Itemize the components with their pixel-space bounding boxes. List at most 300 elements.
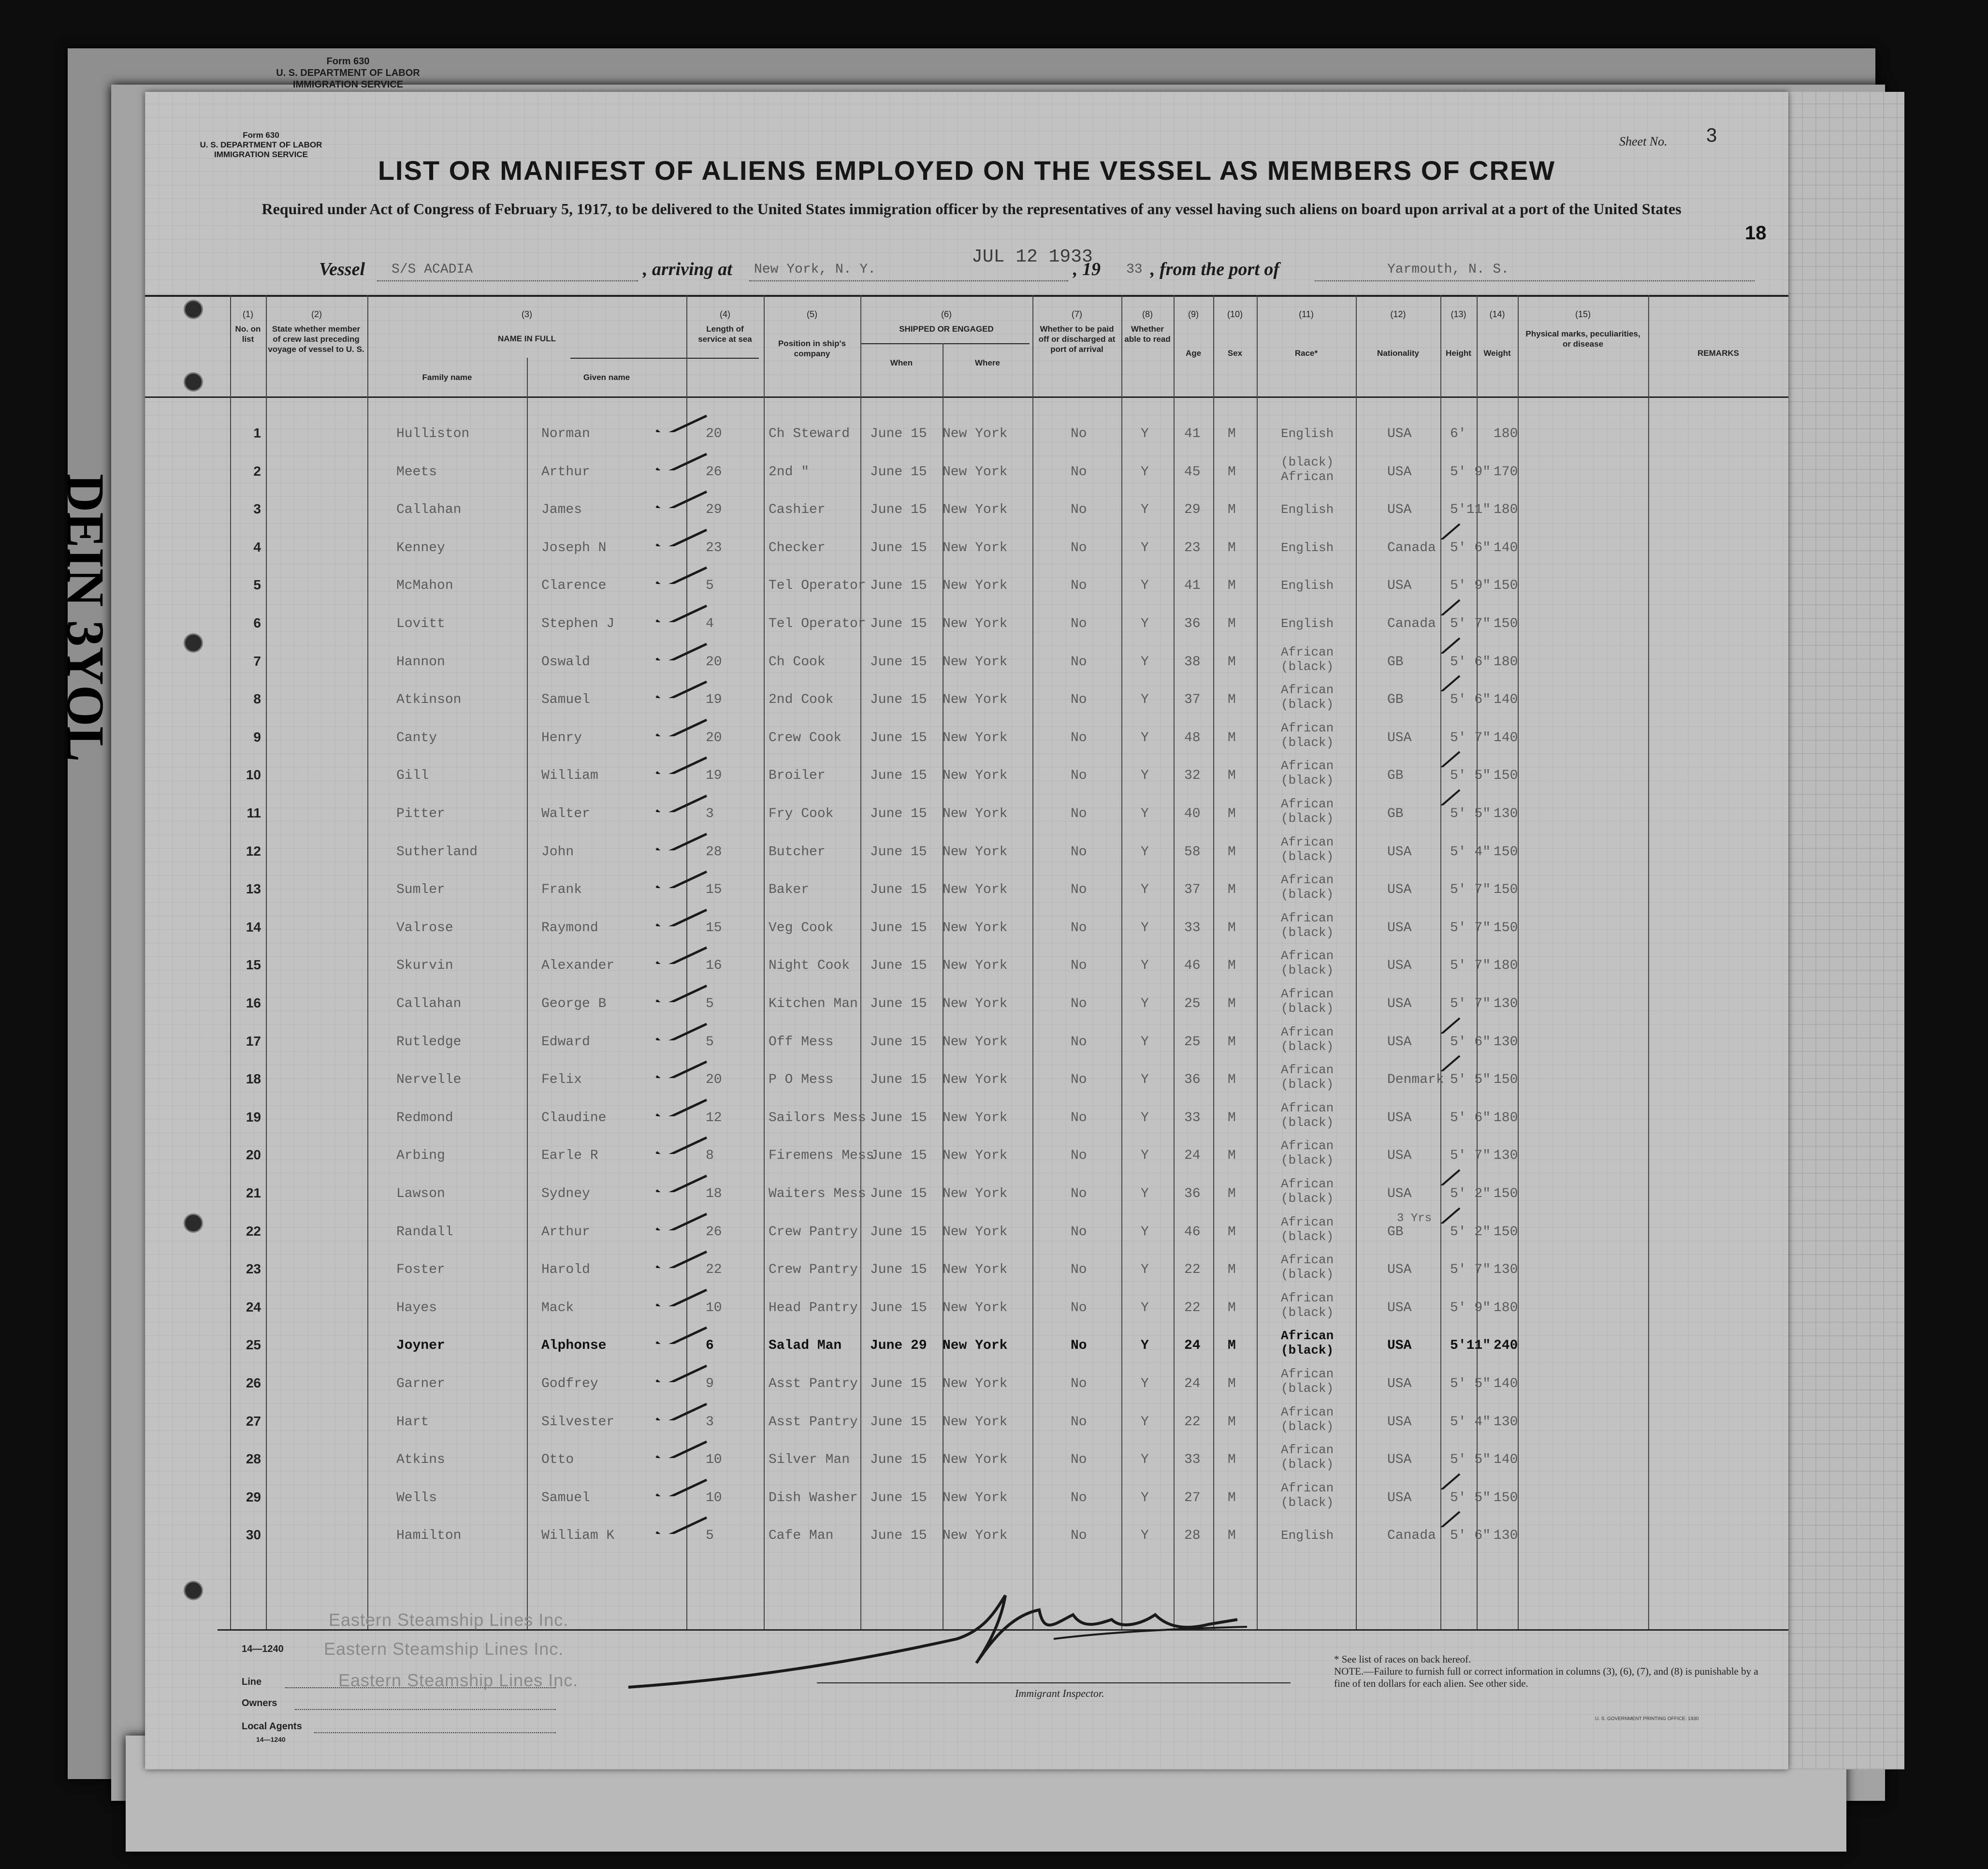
- cell-height: 5' 6": [1450, 1034, 1491, 1050]
- race-line: (black): [1281, 1457, 1334, 1472]
- top-service-name: IMMIGRATION SERVICE: [292, 79, 404, 90]
- cell-sex: M: [1228, 1452, 1236, 1468]
- cell-paid: No: [1071, 1528, 1087, 1544]
- cell-family: Hart: [396, 1414, 429, 1430]
- inspector-rule: [817, 1682, 1291, 1683]
- page-subtitle: Required under Act of Congress of February 5, 1917, to be delivered to the United States immigration officer by the representatives of any vessel having such aliens on board upon arrival at a port of the United States: [261, 200, 1682, 218]
- cell-read: Y: [1141, 1490, 1149, 1505]
- col-head-sex: Sex: [1227, 349, 1243, 358]
- cell-paid: No: [1071, 1034, 1087, 1050]
- cell-service: 26: [706, 1224, 722, 1240]
- race-line: African: [1281, 1214, 1334, 1229]
- cell-where: New York: [943, 1110, 1008, 1125]
- cell-race: [1281, 683, 1334, 712]
- cell-when: June 15: [870, 1186, 927, 1201]
- cell-paid: No: [1071, 1300, 1087, 1315]
- col-num-11: (11): [1299, 309, 1314, 319]
- row-number: 3: [253, 501, 261, 517]
- top-sheet-form-header: [261, 56, 435, 90]
- tally-check-mark: [653, 1059, 711, 1078]
- cell-given: James: [541, 502, 582, 518]
- race-line: African: [1281, 797, 1334, 811]
- table-row: [145, 796, 1788, 833]
- cell-read: Y: [1141, 768, 1149, 784]
- race-line: African: [1281, 1480, 1334, 1495]
- cell-weight: 150: [1494, 1186, 1518, 1201]
- race-line: African: [1281, 1139, 1334, 1154]
- tally-check-mark: [653, 451, 711, 470]
- col-num-13: (13): [1451, 309, 1466, 319]
- row-number: 2: [253, 463, 261, 479]
- cell-position: Salad Man: [769, 1338, 842, 1354]
- tally-check-mark: [653, 1097, 711, 1116]
- line-company-stamp: Eastern Steamship Lines Inc.: [329, 1610, 569, 1630]
- cell-age: 28: [1184, 1528, 1201, 1544]
- cell-read: Y: [1141, 692, 1149, 708]
- cell-nat: GB: [1387, 768, 1404, 784]
- nationality-check-mark: [1421, 596, 1479, 615]
- cell-when: June 15: [870, 844, 927, 860]
- col-num-15: (15): [1575, 309, 1591, 319]
- cell-sex: M: [1228, 730, 1236, 745]
- tally-check-mark: [653, 869, 711, 888]
- cell-height: 5' 6": [1450, 540, 1491, 555]
- cell-family: Pitter: [396, 806, 445, 821]
- table-top-rule: [145, 295, 1788, 297]
- cell-service: 15: [706, 882, 722, 898]
- dept-name: U. S. DEPARTMENT OF LABOR: [200, 140, 322, 149]
- race-line: African: [1281, 949, 1334, 964]
- cell-family: Skurvin: [396, 958, 453, 974]
- cell-paid: No: [1071, 1414, 1087, 1430]
- col-head-no: No. on list: [235, 324, 261, 344]
- cell-position: 2nd ": [769, 464, 810, 480]
- cell-read: Y: [1141, 426, 1149, 441]
- cell-position: Cashier: [769, 502, 826, 518]
- nationality-check-mark: [1421, 520, 1479, 540]
- cell-where: New York: [943, 616, 1008, 631]
- cell-age: 41: [1184, 578, 1201, 594]
- from-port: Yarmouth, N. S.: [1387, 262, 1509, 277]
- race-line: African: [1281, 1367, 1334, 1381]
- margin-stamp: DEIN 3YOL: [56, 474, 115, 762]
- row-number: 11: [247, 805, 261, 820]
- col-head-nationality: Nationality: [1377, 349, 1419, 358]
- cell-family: Hayes: [396, 1300, 437, 1315]
- cell-given: Arthur: [541, 1224, 590, 1240]
- cell-given: Arthur: [541, 464, 590, 480]
- cell-nat: USA: [1387, 1414, 1412, 1430]
- cell-given: Edward: [541, 1034, 590, 1050]
- cell-nat: USA: [1387, 426, 1412, 441]
- sheet-number-value: 3: [1706, 125, 1717, 146]
- cell-age: 37: [1184, 882, 1201, 898]
- cell-age: 40: [1184, 806, 1201, 821]
- cell-given: Alexander: [541, 958, 615, 974]
- cell-height: 5' 5": [1450, 1490, 1491, 1505]
- col-head-family: Family name: [422, 373, 472, 382]
- race-line: (black): [1281, 773, 1334, 788]
- table-row: [145, 644, 1788, 682]
- cell-when: June 15: [870, 1414, 927, 1430]
- table-row: [145, 948, 1788, 985]
- cell-sex: M: [1228, 654, 1236, 670]
- cell-weight: 180: [1494, 1300, 1518, 1315]
- date-stamp: JUL 12 1933: [972, 247, 1093, 267]
- row-number: 6: [253, 615, 261, 630]
- cell-family: Atkinson: [396, 692, 462, 708]
- row-number: 29: [246, 1489, 261, 1504]
- race-line: (black): [1281, 1267, 1334, 1282]
- cell-weight: 130: [1494, 1262, 1518, 1278]
- cell-height: 5' 5": [1450, 1452, 1491, 1468]
- race-line: (black): [1281, 925, 1334, 940]
- col-num-6: (6): [941, 309, 952, 319]
- cell-when: June 15: [870, 1490, 927, 1505]
- punch-hole: [184, 633, 203, 653]
- cell-given: William: [541, 768, 598, 784]
- race-line: English: [1281, 426, 1334, 441]
- cell-race: [1281, 987, 1334, 1016]
- cell-sex: M: [1228, 1338, 1236, 1354]
- race-line: English: [1281, 578, 1334, 593]
- col-head-given: Given name: [583, 373, 630, 382]
- cell-family: Kenney: [396, 540, 445, 555]
- cell-service: 4: [706, 616, 714, 631]
- row-number: 10: [246, 767, 261, 783]
- cell-nat: Denmark: [1387, 1072, 1444, 1088]
- race-line: African: [1281, 873, 1334, 888]
- cell-service: 16: [706, 958, 722, 974]
- cell-service: 18: [706, 1186, 722, 1201]
- cell-height: 5' 9": [1450, 578, 1491, 594]
- cell-height: 5' 7": [1450, 1262, 1491, 1278]
- col-num-3: (3): [522, 309, 532, 319]
- cell-sex: M: [1228, 1376, 1236, 1391]
- row-number: 9: [253, 729, 261, 745]
- cell-weight: 180: [1494, 426, 1518, 441]
- cell-when: June 15: [870, 1528, 927, 1544]
- cell-height: 5' 4": [1450, 1414, 1491, 1430]
- race-line: African: [1281, 1404, 1334, 1419]
- cell-height: 5' 7": [1450, 616, 1491, 631]
- cell-weight: 140: [1494, 692, 1518, 708]
- cell-sex: M: [1228, 1186, 1236, 1201]
- cell-height: 5' 7": [1450, 730, 1491, 745]
- cell-read: Y: [1141, 616, 1149, 631]
- cell-sex: M: [1228, 768, 1236, 784]
- cell-race: [1281, 1101, 1334, 1130]
- inspector-label: Immigrant Inspector.: [1015, 1687, 1104, 1699]
- tally-check-mark: [653, 603, 711, 622]
- cell-where: New York: [943, 996, 1008, 1011]
- cell-age: 24: [1184, 1148, 1201, 1164]
- cell-age: 32: [1184, 768, 1201, 784]
- cell-when: June 15: [870, 996, 927, 1011]
- sheet-number-label: Sheet No.: [1619, 134, 1668, 148]
- cell-read: Y: [1141, 920, 1149, 935]
- cell-position: Crew Cook: [769, 730, 842, 745]
- col-head-name: NAME IN FULL: [498, 334, 556, 343]
- race-line: (black): [1281, 1229, 1334, 1244]
- agents-dotline: [314, 1732, 556, 1733]
- cell-nat: USA: [1387, 1262, 1412, 1278]
- cell-where: New York: [943, 426, 1008, 441]
- cell-when: June 15: [870, 768, 927, 784]
- cell-age: 38: [1184, 654, 1201, 670]
- tally-check-mark: [653, 565, 711, 584]
- cell-where: New York: [943, 806, 1008, 821]
- agents-label: Local Agents: [242, 1721, 302, 1732]
- row-number: 24: [246, 1299, 261, 1314]
- row-number: 7: [253, 653, 261, 669]
- table-row: [145, 492, 1788, 529]
- form-number: Form 630: [243, 131, 279, 140]
- cell-service: 19: [706, 692, 722, 708]
- cell-when: June 15: [870, 464, 927, 480]
- tally-check-mark: [653, 1021, 711, 1040]
- cell-position: Checker: [769, 540, 826, 555]
- race-line: African: [1281, 1177, 1334, 1191]
- arriving-dotline: [749, 280, 1068, 281]
- cell-paid: No: [1071, 920, 1087, 935]
- cell-service: 22: [706, 1262, 722, 1278]
- cell-race: [1281, 1405, 1334, 1434]
- cell-height: 5' 6": [1450, 654, 1491, 670]
- col-head-paid-off: Whether to be paid off or discharged at port of arrival: [1038, 324, 1116, 354]
- cell-weight: 130: [1494, 806, 1518, 821]
- underlying-sheet-edge: [1788, 92, 1904, 1769]
- cell-when: June 15: [870, 578, 927, 594]
- cell-sex: M: [1228, 692, 1236, 708]
- cell-sex: M: [1228, 1300, 1236, 1315]
- cell-sex: M: [1228, 920, 1236, 935]
- race-line: (black): [1281, 1001, 1334, 1016]
- cell-sex: M: [1228, 882, 1236, 898]
- cell-weight: 130: [1494, 996, 1518, 1011]
- vessel-name: S/S ACADIA: [392, 262, 473, 277]
- cell-nat: Canada: [1387, 540, 1436, 555]
- cell-height: 5' 7": [1450, 920, 1491, 935]
- col-num-10: (10): [1227, 309, 1243, 319]
- cell-nat: USA: [1387, 464, 1412, 480]
- cell-weight: 140: [1494, 1452, 1518, 1468]
- cell-weight: 150: [1494, 1490, 1518, 1505]
- col-head-where: Where: [975, 358, 1000, 367]
- cell-nat: USA: [1387, 1338, 1412, 1354]
- tally-check-mark: [653, 1325, 711, 1344]
- cell-race: [1281, 1443, 1334, 1472]
- cell-age: 23: [1184, 540, 1201, 555]
- table-row: [145, 1138, 1788, 1175]
- table-row: [145, 1290, 1788, 1328]
- arriving-label: , arriving at: [643, 259, 732, 279]
- cell-sex: M: [1228, 806, 1236, 821]
- cell-family: Wells: [396, 1490, 437, 1505]
- table-row: [145, 1480, 1788, 1518]
- cell-age: 37: [1184, 692, 1201, 708]
- nationality-check-mark: [1421, 1166, 1479, 1185]
- cell-nat: USA: [1387, 882, 1412, 898]
- cell-nat: USA: [1387, 730, 1412, 745]
- cell-sex: M: [1228, 1414, 1236, 1430]
- cell-nat: Canada: [1387, 616, 1436, 631]
- cell-where: New York: [943, 1072, 1008, 1088]
- col-num-2: (2): [311, 309, 322, 319]
- cell-sex: M: [1228, 844, 1236, 860]
- cell-family: Redmond: [396, 1110, 453, 1125]
- cell-read: Y: [1141, 1034, 1149, 1050]
- nationality-check-mark: [1421, 672, 1479, 691]
- cell-read: Y: [1141, 1300, 1149, 1315]
- row-number: 28: [246, 1451, 261, 1467]
- cell-family: Hannon: [396, 654, 445, 670]
- cell-where: New York: [943, 654, 1008, 670]
- cell-paid: No: [1071, 882, 1087, 898]
- cell-family: Arbing: [396, 1148, 445, 1164]
- table-row: [145, 1442, 1788, 1479]
- cell-height: 5' 9": [1450, 1300, 1491, 1315]
- cell-height: 5' 7": [1450, 1148, 1491, 1164]
- row-number: 15: [246, 957, 261, 973]
- race-line: (black): [1281, 1191, 1334, 1206]
- cell-paid: No: [1071, 958, 1087, 974]
- table-row: [145, 1366, 1788, 1403]
- table-row: [145, 910, 1788, 948]
- race-line: (black): [1281, 1077, 1334, 1092]
- cell-race: [1281, 721, 1334, 750]
- tally-check-mark: [653, 755, 711, 774]
- cell-weight: 130: [1494, 1414, 1518, 1430]
- cell-height: 6': [1450, 426, 1466, 441]
- cell-where: New York: [943, 502, 1008, 518]
- cell-where: New York: [943, 1528, 1008, 1544]
- cell-age: 33: [1184, 920, 1201, 935]
- cell-given: Samuel: [541, 692, 590, 708]
- cell-family: Sumler: [396, 882, 445, 898]
- cell-service: 26: [706, 464, 722, 480]
- table-row: [145, 1518, 1788, 1555]
- cell-age: 22: [1184, 1300, 1201, 1315]
- cell-where: New York: [943, 1452, 1008, 1468]
- cell-read: Y: [1141, 958, 1149, 974]
- cell-weight: 150: [1494, 920, 1518, 935]
- cell-where: New York: [943, 1262, 1008, 1278]
- race-line: (black): [1281, 887, 1334, 902]
- cell-service: 6: [706, 1338, 714, 1354]
- col-num-5: (5): [807, 309, 817, 319]
- table-row: [145, 682, 1788, 719]
- cell-family: Lovitt: [396, 616, 445, 631]
- cell-given: Raymond: [541, 920, 598, 935]
- year-label: , 19: [1073, 259, 1101, 279]
- cell-family: Gill: [396, 768, 429, 784]
- cell-position: P O Mess: [769, 1072, 834, 1088]
- race-line: (black): [1281, 735, 1334, 750]
- cell-given: Otto: [541, 1452, 574, 1468]
- row-number: 19: [246, 1109, 261, 1124]
- cell-family: Canty: [396, 730, 437, 745]
- cell-position: Ch Cook: [769, 654, 826, 670]
- cell-weight: 180: [1494, 958, 1518, 974]
- top-dept-name: U. S. DEPARTMENT OF LABOR: [276, 68, 420, 78]
- cell-sex: M: [1228, 1148, 1236, 1164]
- cell-paid: No: [1071, 1490, 1087, 1505]
- race-line: English: [1281, 1528, 1334, 1543]
- cell-race: [1281, 797, 1334, 826]
- cell-where: New York: [943, 692, 1008, 708]
- cell-given: Clarence: [541, 578, 607, 594]
- col-num-8: (8): [1142, 309, 1153, 319]
- cell-height: 5' 4": [1450, 844, 1491, 860]
- cell-position: Firemens Mess: [769, 1148, 874, 1164]
- cell-nat: USA: [1387, 1034, 1412, 1050]
- table-row: [145, 1214, 1788, 1252]
- race-line: (black): [1281, 811, 1334, 826]
- nationality-check-mark: [1421, 1470, 1479, 1489]
- cell-family: Randall: [396, 1224, 453, 1240]
- cell-when: June 15: [870, 958, 927, 974]
- race-line: African: [1281, 644, 1334, 659]
- cell-paid: No: [1071, 502, 1087, 518]
- cell-service: 5: [706, 996, 714, 1011]
- owners-dotline: [295, 1709, 556, 1710]
- cell-sex: M: [1228, 540, 1236, 555]
- row-number: 8: [253, 691, 261, 707]
- cell-paid: No: [1071, 1224, 1087, 1240]
- punch-hole: [184, 300, 203, 319]
- cell-nat: USA: [1387, 1490, 1412, 1505]
- cell-when: June 15: [870, 730, 927, 745]
- cell-paid: No: [1071, 1072, 1087, 1088]
- cell-nat: GB: [1387, 692, 1404, 708]
- cell-when: June 15: [870, 1148, 927, 1164]
- table-row: [145, 416, 1788, 453]
- cell-weight: 180: [1494, 1110, 1518, 1125]
- cell-age: 24: [1184, 1338, 1201, 1354]
- cell-nat: USA: [1387, 958, 1412, 974]
- cell-race: [1281, 426, 1334, 441]
- cell-position: Fry Cook: [769, 806, 834, 821]
- cell-race: [1281, 835, 1334, 864]
- cell-when: June 29: [870, 1338, 927, 1354]
- cell-race: [1281, 1253, 1334, 1282]
- cell-given: Felix: [541, 1072, 582, 1088]
- cell-age: 36: [1184, 1072, 1201, 1088]
- cell-where: New York: [943, 1148, 1008, 1164]
- cell-nat: USA: [1387, 1376, 1412, 1391]
- cell-family: Hamilton: [396, 1528, 462, 1544]
- cell-read: Y: [1141, 806, 1149, 821]
- tally-check-mark: [653, 1515, 711, 1534]
- race-line: (black): [1281, 454, 1334, 469]
- cell-where: New York: [943, 920, 1008, 935]
- cell-when: June 15: [870, 920, 927, 935]
- race-line: African: [1281, 1024, 1334, 1039]
- race-line: (black): [1281, 1381, 1334, 1396]
- header-bottom-rule: [145, 396, 1788, 398]
- cell-height: 5'11": [1450, 502, 1491, 518]
- cell-read: Y: [1141, 1224, 1149, 1240]
- cell-read: Y: [1141, 1528, 1149, 1544]
- cell-given: William K: [541, 1528, 615, 1544]
- cell-given: Frank: [541, 882, 582, 898]
- cell-where: New York: [943, 1376, 1008, 1391]
- form-print-code: 14—1240: [242, 1644, 284, 1654]
- page-title: LIST OR MANIFEST OF ALIENS EMPLOYED ON THE VESSEL AS MEMBERS OF CREW: [377, 155, 1556, 186]
- cell-height: 5' 5": [1450, 1376, 1491, 1391]
- cell-race: [1281, 1025, 1334, 1054]
